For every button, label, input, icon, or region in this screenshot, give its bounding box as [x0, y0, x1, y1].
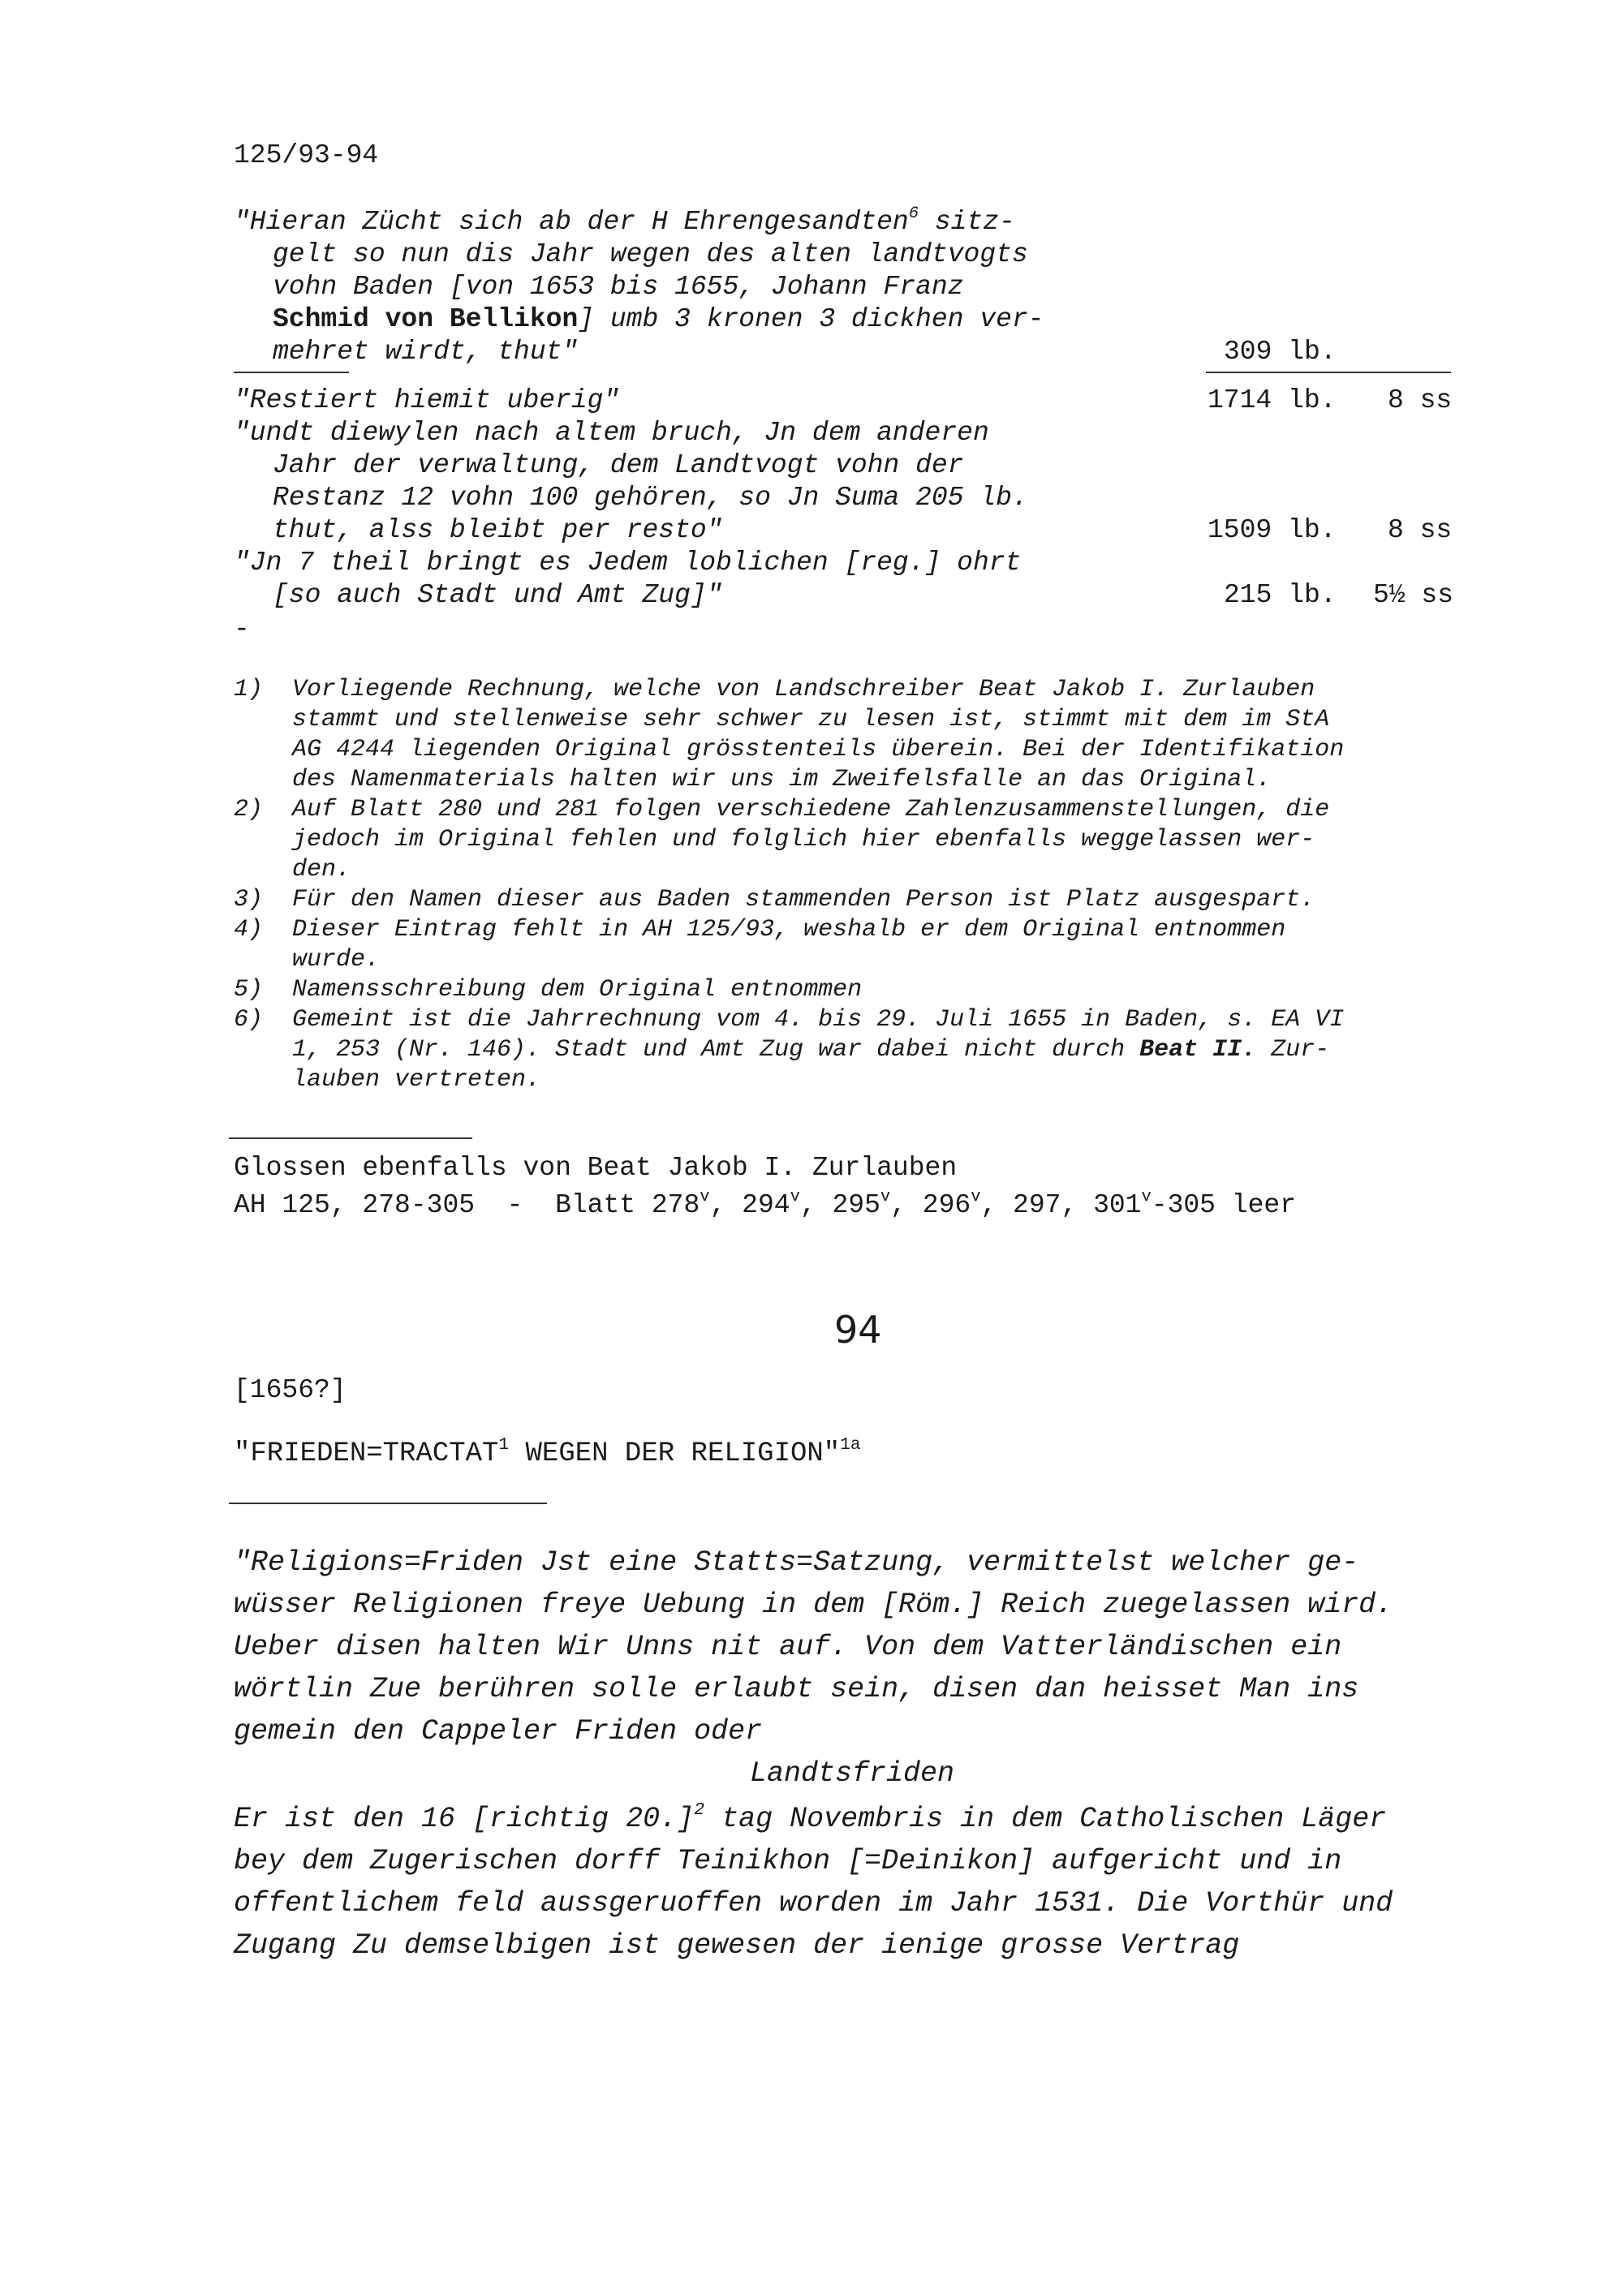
amount-lb: 215 lb.	[1224, 580, 1337, 610]
footnote-line: stammt und stellenweise sehr schwer zu lesen ist, stimmt mit dem im StA	[292, 706, 1330, 733]
footnote-line: den.	[292, 856, 351, 884]
footnote-line: des Namenmaterials halten wir uns im Zweifelsfalle an das Original.	[292, 766, 1272, 793]
footnote-number: 3)	[234, 886, 264, 914]
glossen-text: , 294	[709, 1190, 790, 1220]
footnote-line: lauben vertreten.	[292, 1066, 541, 1094]
bold-name: Beat II.	[1139, 1036, 1257, 1064]
body-text: Er ist den 16 [richtig 20.]	[234, 1803, 695, 1835]
body-line: wüsser Religionen freye Uebung in dem [Röm.] Reich zuegelassen wird.	[234, 1589, 1393, 1621]
rule	[229, 1503, 547, 1504]
document-title	[234, 1434, 861, 1470]
entry-line: [so auch Stadt und Amt Zug]"	[273, 580, 723, 610]
footnote-line	[292, 1035, 1329, 1065]
footnote-number: 1)	[234, 676, 264, 703]
amount-ss: 8 ss	[1388, 385, 1453, 415]
glossen-text: , 296	[890, 1190, 971, 1220]
body-line	[234, 1798, 1386, 1840]
page-reference: 125/93-94	[234, 140, 379, 170]
footnote-ref: 6	[908, 204, 919, 223]
entry-text: ] umb 3 kronen 3 dickhen ver-	[578, 304, 1044, 334]
footnote-text: 1, 253 (Nr. 146). Stadt und Amt Zug war dabei nicht durch	[292, 1036, 1140, 1064]
footnote-line: AG 4244 liegenden Original grösstenteils überein. Bei der Identifikation	[292, 736, 1345, 763]
body-line: gemein den Cappeler Friden oder	[234, 1715, 763, 1748]
footnote-line: jedoch im Original fehlen und folglich hier ebenfalls weggelassen wer-	[292, 826, 1315, 853]
rule	[1206, 372, 1451, 373]
entry-text: "Hieran Zücht sich ab der H Ehrengesandten	[234, 207, 909, 237]
glossen-text: AH 125, 278-305 - Blatt 278	[234, 1190, 700, 1220]
entry-line: "undt diewylen nach altem bruch, Jn dem anderen	[234, 418, 989, 448]
glossen-line: Glossen ebenfalls von Beat Jakob I. Zurlauben	[234, 1153, 958, 1183]
verso-mark: v	[700, 1187, 710, 1206]
entry-line: vohn Baden [von 1653 bis 1655, Johann Franz	[273, 272, 964, 302]
footnote-ref: 2	[694, 1799, 705, 1821]
body-line: bey dem Zugerischen dorff Teinikhon [=Deinikon] aufgericht und in	[234, 1845, 1342, 1877]
amount-lb: 1714 lb.	[1208, 385, 1337, 415]
bold-name: Schmid von Bellikon	[273, 304, 579, 334]
body-line: Zugang Zu demselbigen ist gewesen der ienige grosse Vertrag	[234, 1929, 1240, 1962]
glossen-text: , 295	[799, 1190, 880, 1220]
amount-lb: 1509 lb.	[1208, 515, 1337, 545]
verso-mark: v	[790, 1187, 800, 1206]
footnote-line: Dieser Eintrag fehlt in AH 125/93, weshalb er dem Original entnommen	[292, 916, 1286, 944]
body-line: offentlichem feld aussgeruoffen worden im Jahr 1531. Die Vorthür und	[234, 1887, 1393, 1920]
footnote-line: Auf Blatt 280 und 281 folgen verschiedene Zahlenzusammenstellungen, die	[292, 796, 1330, 823]
footnote-number: 5)	[234, 976, 264, 1004]
title-text: WEGEN DER RELIGION"	[509, 1438, 841, 1469]
footnote-ref: 1	[498, 1434, 510, 1455]
footnote-text: Zur-	[1256, 1036, 1330, 1064]
verso-mark: v	[1141, 1187, 1152, 1206]
body-line: Ueber disen halten Wir Unns nit auf. Von dem Vatterländischen ein	[234, 1631, 1342, 1663]
entry-line: thut, alss bleibt per resto"	[273, 515, 723, 545]
amount-ss: 8 ss	[1388, 515, 1453, 545]
entry-line: Jahr der verwaltung, dem Landtvogt vohn der	[273, 450, 964, 480]
footnote-line: wurde.	[292, 946, 381, 974]
amount-ss: 5½ ss	[1373, 580, 1454, 610]
entry-line: "Jn 7 theil bringt es Jedem loblichen [reg.] ohrt	[234, 548, 1022, 578]
body-text: tag Novembris in dem Catholischen Läger	[704, 1803, 1387, 1835]
amount-lb: 309 lb.	[1224, 337, 1337, 367]
verso-mark: v	[880, 1187, 891, 1206]
footnote-number: 6)	[234, 1006, 264, 1034]
centered-heading: Landtsfriden	[750, 1757, 955, 1790]
glossen-line	[234, 1189, 1296, 1222]
footnote-number: 2)	[234, 796, 264, 823]
footnote-line: Namensschreibung dem Original entnommen	[292, 976, 863, 1004]
glossen-text: , 297, 301	[980, 1190, 1142, 1220]
entry-line: gelt so nun dis Jahr wegen des alten landtvogts	[273, 239, 1028, 269]
entry-line: "Restiert hiemit uberig"	[234, 385, 620, 415]
body-line: "Religions=Friden Jst eine Statts=Satzung, vermittelst welcher ge-	[234, 1546, 1359, 1579]
rule	[234, 372, 349, 373]
entry-line	[273, 303, 1044, 336]
footnote-ref: 1a	[840, 1434, 861, 1455]
dash: -	[234, 614, 250, 644]
footnote-line: Vorliegende Rechnung, welche von Landschreiber Beat Jakob I. Zurlauben	[292, 676, 1315, 703]
entry-line	[234, 206, 1015, 239]
body-line: wörtlin Zue berühren solle erlaubt sein, disen dan heisset Man ins	[234, 1673, 1359, 1705]
document-number: 94	[834, 1308, 882, 1352]
footnote-line: Gemeint ist die Jahrrechnung vom 4. bis 29. Juli 1655 in Baden, s. EA VI	[292, 1006, 1345, 1034]
footnote-number: 4)	[234, 916, 264, 944]
title-text: "FRIEDEN=TRACTAT	[234, 1438, 499, 1469]
entry-line: mehret wirdt, thut"	[273, 337, 579, 367]
glossen-text: -305 leer	[1151, 1190, 1296, 1220]
verso-mark: v	[971, 1187, 981, 1206]
footnote-line: Für den Namen dieser aus Baden stammenden Person ist Platz ausgespart.	[292, 886, 1315, 914]
entry-text: sitz-	[919, 207, 1015, 237]
document-date: [1656?]	[234, 1375, 347, 1405]
rule	[229, 1137, 472, 1139]
entry-line: Restanz 12 vohn 100 gehören, so Jn Suma 205 lb.	[273, 483, 1028, 513]
